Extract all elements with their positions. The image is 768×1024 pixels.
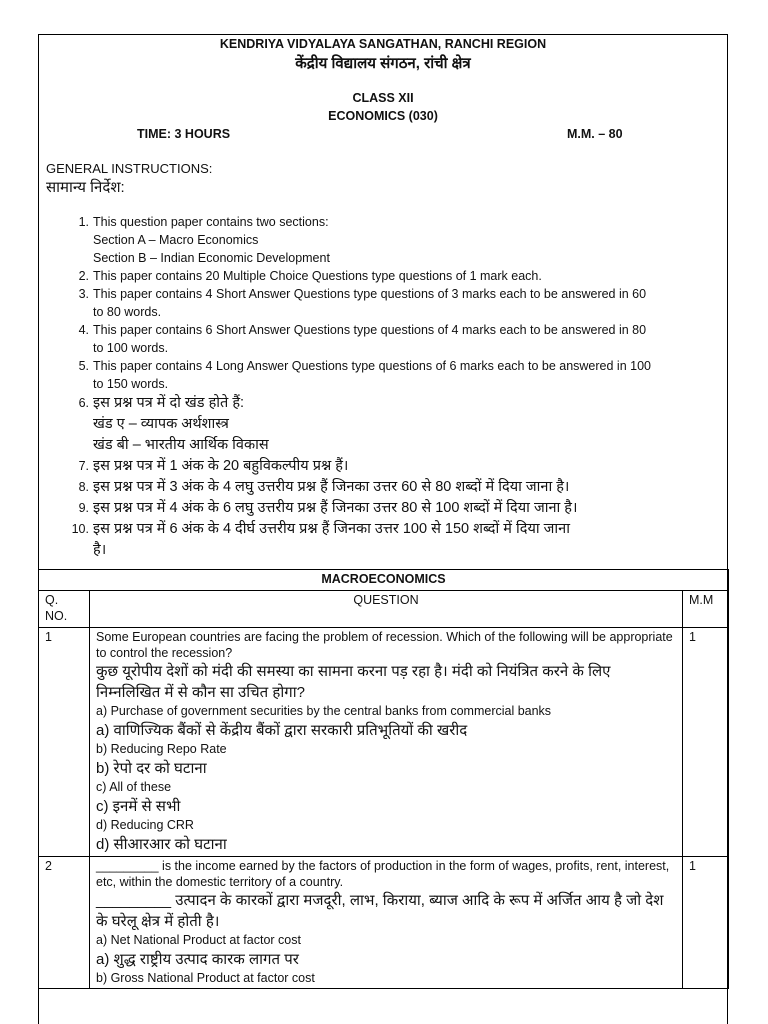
instruction-text: खंड ए – व्यापक अर्थशास्त्र [93,416,229,432]
option-en: a) Purchase of government securities by the central banks from commercial banks [96,704,552,718]
option-en: a) Net National Product at factor cost [96,933,301,947]
column-header-question: QUESTION [90,591,683,628]
question-cell [90,857,683,989]
instruction-text: to 150 words. [93,377,169,391]
question-number: 2 [39,857,90,989]
instruction-item [69,393,729,456]
instruction-number: 10. [71,522,89,536]
instruction-item [69,456,729,477]
column-header-qno-line: NO. [45,609,68,623]
question-cell [90,628,683,857]
instruction-text: इस प्रश्न पत्र में 4 अंक के 6 लघु उत्तरीय प्रश्न हैं जिनका उत्तर 80 से 100 शब्दों में दिया जाना है। [93,500,578,516]
max-marks-label: M.M. – 80 [567,127,623,141]
table-row [39,628,729,857]
option-en: c) All of these [96,780,172,794]
instruction-item [69,321,729,357]
instruction-number: 5. [78,359,89,373]
org-name-hi: केंद्रीय विद्यालय संगठन, रांची क्षेत्र [295,55,471,72]
question-text-en: Some European countries are facing the problem of recession. Which of the following will be appropriate to control the recession? [96,630,673,660]
column-header-qno [39,591,90,628]
option-en: b) Gross National Product at factor cost [96,971,315,985]
instruction-text: to 100 words. [93,341,169,355]
instruction-text: This question paper contains two sections: [93,215,329,229]
column-header-marks: M.M [683,591,729,628]
question-marks: 1 [683,628,729,857]
time-label: TIME: 3 HOURS [137,127,231,141]
option-hi: a) शुद्ध राष्ट्रीय उत्पाद कारक लागत पर [96,951,299,968]
column-header-qno-line: Q. [45,593,59,607]
option-hi: c) इनमें से सभी [96,798,181,815]
instruction-item [69,477,729,498]
questions-table [38,569,729,989]
option-hi: b) रेपो दर को घटाना [96,760,207,777]
instructions-list [69,213,729,561]
instruction-text: Section A – Macro Economics [93,233,259,247]
instruction-text: to 80 words. [93,305,162,319]
instruction-text: This paper contains 6 Short Answer Questions type questions of 4 marks each to be answered in 80 [93,323,647,337]
class-label: CLASS XII [352,91,414,105]
instruction-text: This paper contains 4 Short Answer Questions type questions of 3 marks each to be answered in 60 [93,287,647,301]
section-title: MACROECONOMICS [39,570,729,591]
instruction-number: 8. [78,480,89,494]
question-number: 1 [39,628,90,857]
instruction-text: इस प्रश्न पत्र में 1 अंक के 20 बहुविकल्पीय प्रश्न हैं। [93,458,349,474]
instruction-text: इस प्रश्न पत्र में 6 अंक के 4 दीर्घ उत्तरीय प्रश्न हैं जिनका उत्तर 100 से 150 शब्दों में दिया जाना [93,521,570,537]
question-text-hi: _________ उत्पादन के कारकों द्वारा मजदूरी, लाभ, किराया, ब्याज आदि के रूप में अर्जित आय है जो देश के घरेलू क्षेत्र में होती है। [96,892,664,930]
option-en: b) Reducing Repo Rate [96,742,227,756]
instruction-item [69,498,729,519]
instruction-text: Section B – Indian Economic Development [93,251,330,265]
instruction-item [69,213,729,267]
instruction-number: 6. [78,396,89,410]
org-name-en: KENDRIYA VIDYALAYA SANGATHAN, RANCHI REGION [219,37,547,51]
instruction-number: 4. [78,323,89,337]
instruction-number: 7. [78,459,89,473]
instruction-number: 9. [78,501,89,515]
option-hi: a) वाणिज्यिक बैंकों से केंद्रीय बैंकों द्वारा सरकारी प्रतिभूतियों की खरीद [96,722,468,739]
instruction-text: खंड बी – भारतीय आर्थिक विकास [93,437,269,453]
instruction-text: है। [93,542,107,558]
option-en: d) Reducing CRR [96,818,194,832]
instructions-title-en: GENERAL INSTRUCTIONS: [46,161,213,176]
instruction-item [69,285,729,321]
question-text-en: _________ is the income earned by the factors of production in the form of wages, profits, rent, interest, etc, within the domestic territory of a country. [96,859,670,889]
instruction-item [69,267,729,285]
instruction-number: 1. [78,215,89,229]
question-text-hi: कुछ यूरोपीय देशों को मंदी की समस्या का सामना करना पड़ रहा है। मंदी को नियंत्रित करने के लिए निम्नलिखित में से कौन सा उचित होगा? [96,663,611,701]
instruction-item [69,519,729,561]
instruction-text: This paper contains 20 Multiple Choice Questions type questions of 1 mark each. [93,269,542,283]
question-marks: 1 [683,857,729,989]
table-row [39,857,729,989]
instructions-title-hi: सामान्य निर्देश: [46,179,125,196]
subject-label: ECONOMICS (030) [328,109,438,123]
question-paper-page [38,34,728,1024]
instruction-text: This paper contains 4 Long Answer Questions type questions of 6 marks each to be answered in 100 [93,359,651,373]
instruction-number: 3. [78,287,89,301]
option-hi: d) सीआरआर को घटाना [96,836,227,853]
instruction-item [69,357,729,393]
instruction-number: 2. [78,269,89,283]
instruction-text: इस प्रश्न पत्र में दो खंड होते हैं: [93,395,245,411]
instruction-text: इस प्रश्न पत्र में 3 अंक के 4 लघु उत्तरीय प्रश्न हैं जिनका उत्तर 60 से 80 शब्दों में दिया जाना है। [93,479,570,495]
